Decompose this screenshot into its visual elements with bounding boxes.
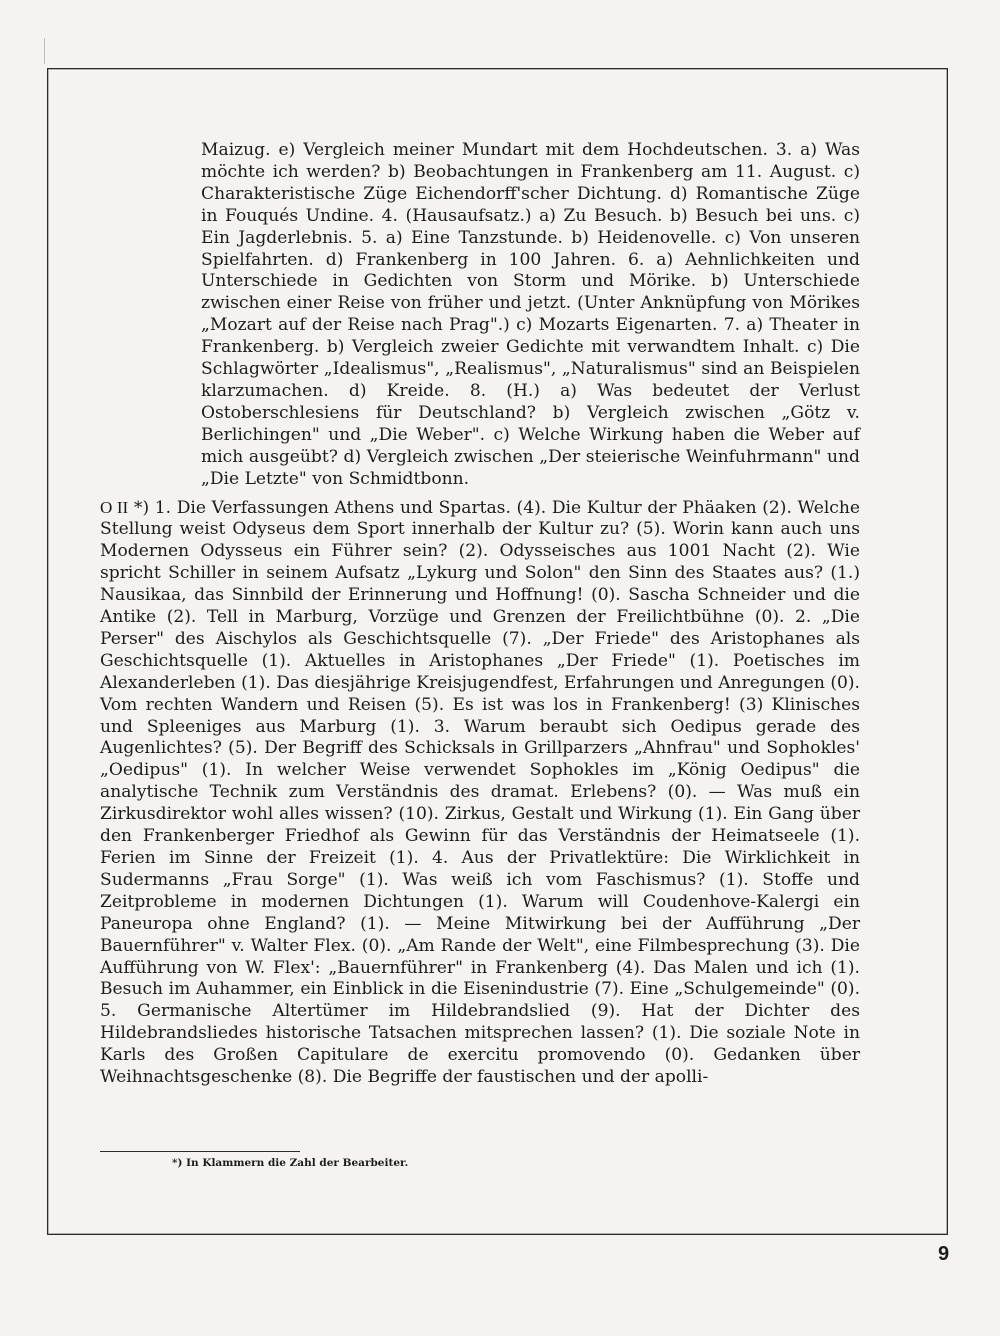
continued-essay-topics: Maizug. e) Vergleich meiner Mundart mit dem Hochdeutschen. 3. a) Was möchte ich werden? b) Beobachtungen in Frankenberg am 11. August. c) Charakteristische Züge Eichendorff'scher Dichtung. d) Romantische Züge in Fouqués Undine. 4. (Hausaufsatz.) a) Zu Besuch. b) Besuch bei uns. c) Ein Jagderlebnis. 5. a) Eine Tanzstunde. b) Heidenovelle. c) Von unseren Spielfahrten. d) Frankenberg in 100 Jahren. 6. a) Aehnlichkeiten und Unterschiede in Gedichten von Storm und Mörike. b) Unterschiede zwischen einer Reise von früher und jetzt. (Unter Anknüpfung von Mörikes „Mozart auf der Reise nach Prag".) c) Mozarts Eigenarten. 7. a) Theater in Frankenberg. b) Vergleich zweier Gedichte mit verwandtem Inhalt. c) Die Schlagwörter „Idealismus", „Realismus", „Naturalismus" sind an Beispielen klarzumachen. d) Kreide. 8. (H.) a) Was bedeutet der Verlust Ostoberschlesiens für Deutschland? b) Vergleich zwischen „Götz v. Berlichingen" und „Die Weber". c) Welche Wirkung haben die Weber auf mich ausgeübt? d) Vergleich zwischen „Der steierische Weinfuhrmann" und „Die Letzte" von Schmidtbonn. xyxy=(201,140,860,489)
section-label: O II xyxy=(100,497,129,517)
paper-crease-mark xyxy=(44,38,45,64)
footnote: *) In Klammern die Zahl der Bearbeiter. xyxy=(172,1157,409,1169)
section-o-ii xyxy=(100,497,860,1089)
footnote-divider xyxy=(100,1151,300,1152)
section-essay-topics: *) 1. Die Verfassungen Athens und Spartas. (4). Die Kultur der Phäaken (2). Welche Stellung weist Odyseus dem Sport innerhalb der Kultur zu? (5). Worin kann auch uns Modernen Odysseus ein Führer sein? (2). Odysseisches aus 1001 Nacht (2). Wie spricht Schiller in seinem Aufsatz „Lykurg und Solon" den Sinn des Staates aus? (1.) Nausikaa, das Sinnbild der Erinnerung und Hoffnung! (0). Sascha Schneider und die Antike (2). Tell in Marburg, Vorzüge und Grenzen der Freilichtbühne (0). 2. „Die Perser" des Aischylos als Geschichtsquelle (7). „Der Friede" des Aristophanes als Geschichtsquelle (1). Aktuelles in Aristophanes „Der Friede" (1). Poetisches im Alexanderleben (1). Das diesjährige Kreisjugendfest, Erfahrungen und Anregungen (0). Vom rechten Wandern und Reisen (5). Es ist was los in Frankenberg! (3) Klinisches und Spleeniges aus Marburg (1). 3. Warum beraubt sich Oedipus gerade des Augenlichtes? (5). Der Begriff des Schicksals in Grillparzers „Ahnfrau" und Sophokles' „Oedipus" (1). In welcher Weise verwendet Sophokles im „König Oedipus" die analytische Technik zum Verständnis des dramat. Erlebens? (0). — Was muß ein Zirkusdirektor wohl alles wissen? (10). Zirkus, Gestalt und Wirkung (1). Ein Gang über den Frankenberger Friedhof als Gewinn für das Verständnis der Heimatseele (1). Ferien im Sinne der Freizeit (1). 4. Aus der Privatlektüre: Die Wirklichkeit in Sudermanns „Frau Sorge" (1). Was weiß ich vom Faschismus? (1). Stoffe und Zeitprobleme in modernen Dichtungen (1). Warum will Coudenhove-Kalergi ein Paneuropa ohne England? (1). — Meine Mitwirkung bei der Aufführung „Der Bauernführer" v. Walter Flex. (0). „Am Rande der Welt", eine Filmbesprechung (3). Die Aufführung von W. Flex': „Bauernführer" in Frankenberg (4). Das Malen und ich (1). Besuch im Auhammer, ein Einblick in die Eisenindustrie (7). Eine „Schulgemeinde" (0). 5. Germanische Altertümer im Hildebrandslied (9). Hat der Dichter des Hildebrandsliedes historische Tatsachen mitsprechen lassen? (1). Die soziale Note in Karls des Großen Capitulare de exercitu promovendo (0). Gedanken über Weihnachtsgeschenke (8). Die Begriffe der faustischen und der apolli- xyxy=(100,497,860,1088)
page-number: 9 xyxy=(938,1243,950,1265)
page-content xyxy=(100,140,860,1089)
